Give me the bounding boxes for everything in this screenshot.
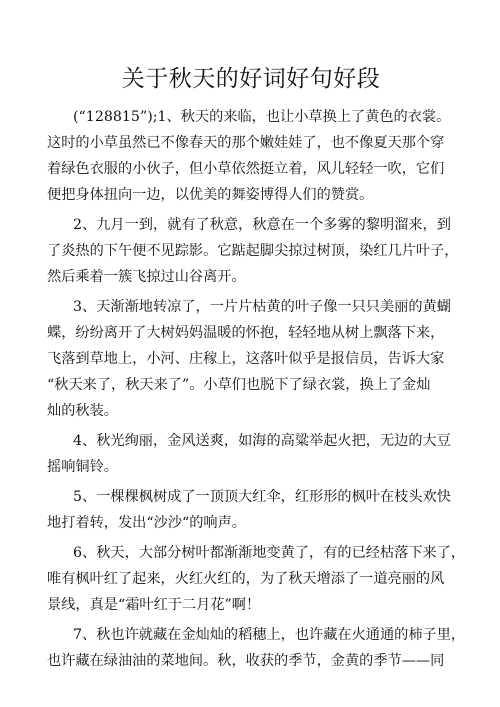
- paragraph-1: [47, 104, 451, 208]
- paragraph-line: 景线，真是“霜叶红于二月花”啊！: [47, 597, 261, 613]
- paragraph-7: [47, 622, 466, 674]
- paragraph-line: 摇响铜铃。: [47, 459, 118, 475]
- paragraph-line: 然后乘着一簇飞掠过山谷离开。: [47, 269, 246, 285]
- paragraph-line: 2、九月一到，就有了秋意，秋意在一个多雾的黎明溜来，到: [73, 217, 451, 233]
- paragraph-line: 了炎热的下午便不见踪影。它踮起脚尖掠过树顶，染红几片叶子，: [47, 243, 459, 259]
- paragraph-line: 6、秋天，大部分树叶都渐渐地变黄了，有的已经枯落下来了，: [73, 545, 466, 561]
- paragraph-6: [47, 540, 466, 618]
- paragraph-line: 也许藏在绿油油的菜地间。秋，收获的季节，金黄的季节——同: [47, 653, 445, 669]
- paragraph-5: [47, 484, 451, 536]
- document-title: 关于秋天的好词好句好段: [121, 66, 381, 92]
- paragraph-line: 飞落到草地上，小河、庄稼上，这落叶似乎是报信员，告诉大家: [47, 351, 445, 367]
- paragraph-line: 蝶，纷纷离开了大树妈妈温暖的怀抱，轻轻地从树上飘落下来，: [47, 325, 445, 341]
- paragraph-2: [47, 212, 459, 290]
- paragraph-line: 这时的小草虽然已不像春天的那个嫩娃娃了，也不像夏天那个穿: [47, 135, 445, 151]
- paragraph-3: [47, 294, 451, 424]
- paragraph-line: 5、一棵棵枫树成了一顶顶大红伞，红形形的枫叶在枝头欢快: [73, 489, 451, 505]
- paragraph-line: “秋天来了，秋天来了”。小草们也脱下了绿衣裳，换上了金灿: [47, 377, 431, 393]
- paragraph-line: 4、秋光绚丽，金风送爽，如海的高粱举起火把，无边的大豆: [73, 433, 451, 449]
- paragraph-line: (“128815”);1、秋天的来临，也让小草换上了黄色的衣裳。: [73, 109, 451, 125]
- paragraph-4: [47, 428, 451, 480]
- paragraph-line: 7、秋也许就藏在金灿灿的稻穗上，也许藏在火通通的柿子里，: [73, 627, 466, 643]
- paragraph-line: 地打着转，发出“沙沙“的响声。: [47, 515, 246, 531]
- paragraph-line: 便把身体扭向一边，以优美的舞姿博得人们的赞赏。: [47, 187, 374, 203]
- paragraph-line: 着绿色衣服的小伙子，但小草依然挺立着，风儿轻轻一吹，它们: [47, 161, 445, 177]
- paragraph-line: 3、天渐渐地转凉了，一片片枯黄的叶子像一只只美丽的黄蝴: [73, 299, 451, 315]
- paragraph-line: 灿的秋装。: [47, 403, 118, 419]
- paragraph-line: 唯有枫叶红了起来，火红火红的，为了秋天增添了一道亮丽的风: [47, 571, 445, 587]
